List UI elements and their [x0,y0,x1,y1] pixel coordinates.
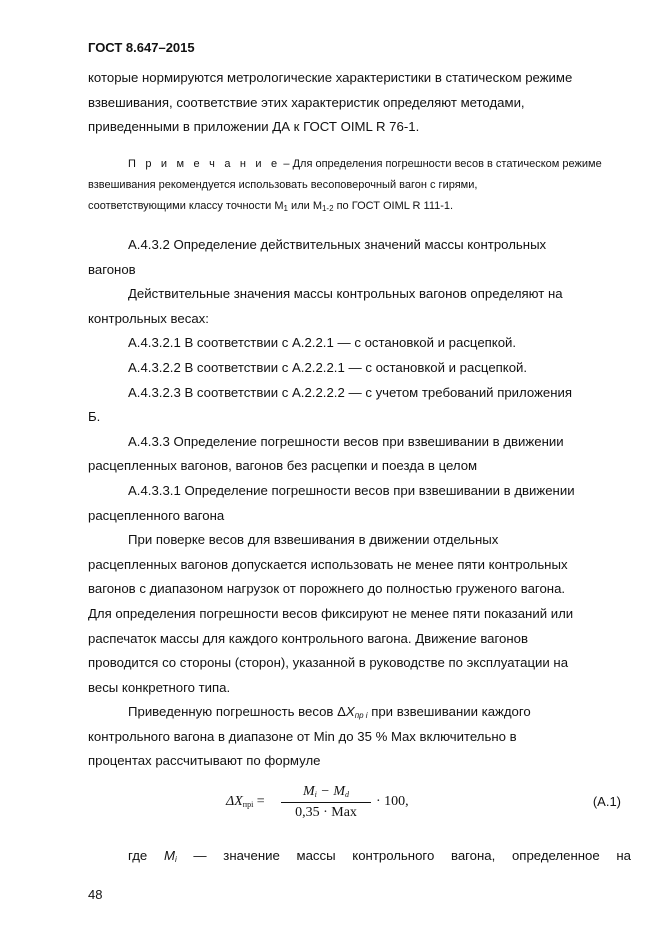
paragraph-line: Для определения погрешности весов фиксируют не менее пяти показаний или [88,605,574,621]
text-run: при взвешивании каждого [367,704,531,720]
formula-lhs [226,794,265,810]
formula-equals: = [253,794,265,809]
paragraph: Действительные значения массы контрольных вагонов определяют на [128,286,563,302]
section-heading: А.4.3.3 Определение погрешности весов при взвешивании в движении [128,433,564,449]
section-heading: А.4.3.3.1 Определение погрешности весов при взвешивании в движении [128,482,575,498]
paragraph-line: весы конкретного типа. [88,679,231,695]
paragraph-line: При поверке весов для взвешивания в движении отдельных [128,532,499,548]
main-body [88,233,631,774]
note-block [88,154,631,217]
paragraph-line: процентах рассчитывают по формуле [88,753,321,769]
page-number: 48 [88,887,103,902]
formula-var: − M [316,784,345,799]
note-text: по ГОСТ OIML R 111-1. [333,200,454,212]
where-word: где [128,848,148,863]
formula-lhs-symbol: ΔX [226,794,243,809]
document-code: ГОСТ 8.647–2015 [88,40,195,55]
variable: X [345,704,355,720]
where-line [88,844,631,869]
section-heading-cont: расцепленного вагона [88,507,225,523]
note-line-1 [88,154,631,175]
note-text: – Для определения погрешности весов в статическом режиме [280,158,602,170]
intro-line: приведенными в приложении ДА к ГОСТ OIML R 76-1. [88,119,420,135]
paragraph-line: проводится со стороны (сторон), указанной в руководстве по эксплуатации на [88,655,569,671]
intro-line: которые нормируются метрологические характеристики в статическом режиме [88,70,573,85]
note-line-2: взвешивания рекомендуется использовать весоповерочный вагон с гирями, [88,179,478,191]
clause: А.4.3.2.1 В соответствии с А.2.2.1 — с остановкой и расцепкой. [128,335,517,351]
variable-subscript: пр i [354,711,368,721]
note-text: или M [288,200,322,212]
clause-cont: Б. [88,409,101,425]
note-line-3 [88,196,631,217]
clause: А.4.3.2.2 В соответствии с А.2.2.2.1 — с остановкой и расцепкой. [128,359,528,375]
formula-sub: d [345,790,349,799]
note-subscript: 1-2 [321,204,334,213]
note-label: П р и м е ч а н и е [128,158,281,170]
where-subscript: i [174,855,177,864]
where-clause [88,844,631,869]
note-subscript: 1 [283,204,288,213]
section-heading-cont: расцепленных вагонов, вагонов без расцепки и поезда в целом [88,458,478,474]
text-run: Приведенную погрешность весов Δ [128,704,346,720]
where-variable: M [163,848,175,863]
formula-lhs-subscript: прi [242,800,254,809]
formula-multiplier: · 100, [376,794,409,809]
formula-a1 [88,784,631,830]
paragraph-line: вагонов с диапазоном нагрузок от порожнего до полностью груженого вагона. [88,581,566,597]
formula-denominator: 0,35 · Max [295,805,357,820]
where-text: — значение массы контрольного вагона, определенное на [176,848,631,863]
section-heading-cont: вагонов [88,261,136,277]
paragraph-line [88,700,631,725]
intro-paragraph [88,66,631,140]
clause: А.4.3.2.3 В соответствии с А.2.2.2.2 — с учетом требований приложения [128,384,573,400]
paragraph-line: расцепленных вагонов допускается использовать не менее пяти контрольных [88,556,568,572]
formula-fraction [281,784,371,821]
intro-line: взвешивания, соответствие этих характеристик определяют методами, [88,94,525,110]
paragraph-line: контрольного вагона в диапазоне от Min до 35 % Max включительно в [88,728,517,744]
paragraph-cont: контрольных весах: [88,310,209,326]
formula-var: M [302,784,315,799]
formula-number: (А.1) [592,794,621,809]
formula-sub: i [314,790,317,799]
paragraph-line: распечаток массы для каждого контрольного вагона. Движение вагонов [88,630,528,646]
note-text: соответствующими классу точности M [88,200,284,212]
section-heading: А.4.3.2 Определение действительных значений массы контрольных [128,237,547,252]
formula-numerator [281,784,371,803]
